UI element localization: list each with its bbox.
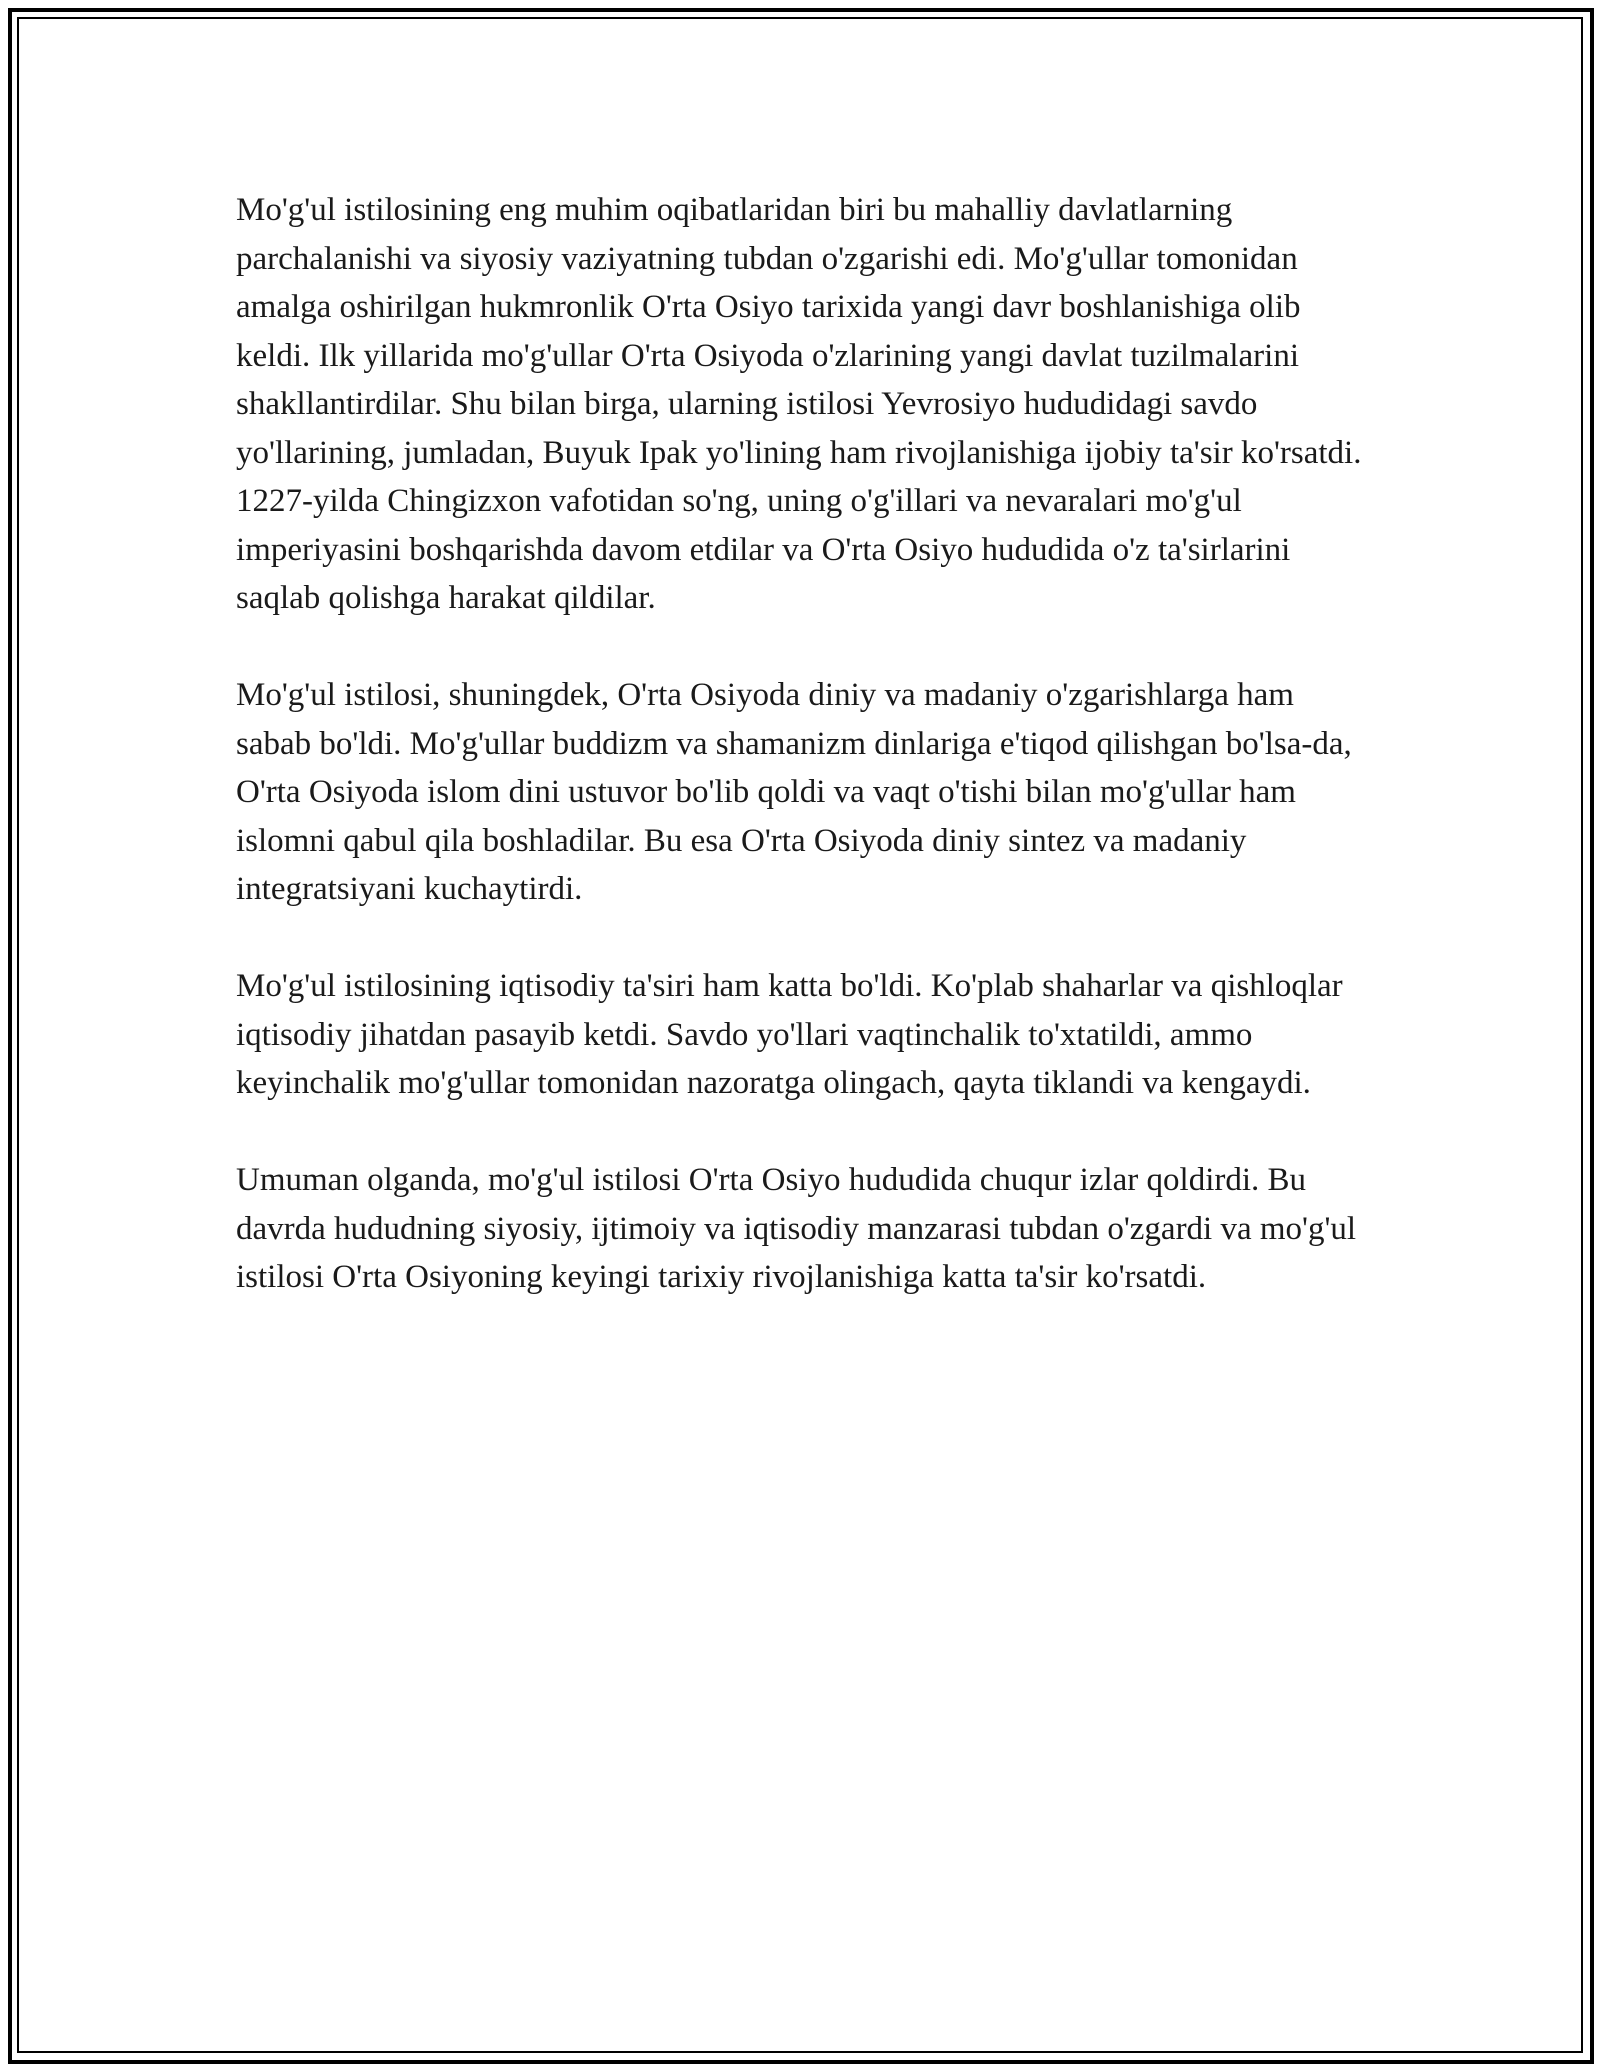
paragraph: Mo'g'ul istilosining iqtisodiy ta'siri ham katta bo'ldi. Ko'plab shaharlar va qishloqlar iqtisodiy jihatdan pasayib ketdi. Savdo yo'llari vaqtinchalik to'xtatildi, ammo keyinchalik mo'g'ullar tomonidan nazoratga olingach, qayta tiklandi va kengaydi.: [236, 968, 1343, 1101]
document-body: [236, 186, 1371, 1350]
paragraph: Umuman olganda, mo'g'ul istilosi O'rta Osiyo hududida chuqur izlar qoldirdi. Bu davrda hududning siyosiy, ijtimoiy va iqtisodiy manzarasi tubdan o'zgardi va mo'g'ul istilosi O'rta Osiyoning keyingi tarixiy rivojlanishiga katta ta'sir ko'rsatdi.: [236, 1162, 1357, 1295]
paragraph: Mo'g'ul istilosining eng muhim oqibatlaridan biri bu mahalliy davlatlarning parchalanishi va siyosiy vaziyatning tubdan o'zgarishi edi. Mo'g'ullar tomonidan amalga oshirilgan hukmronlik O'rta Osiyo tarixida yangi davr boshlanishiga olib keldi. Ilk yillarida mo'g'ullar O'rta Osiyoda o'zlarining yangi davlat tuzilmalarini shakllantirdilar. Shu bilan birga, ularning istilosi Yevrosiyo hududidagi savdo yo'llarining, jumladan, Buyuk Ipak yo'lining ham rivojlanishiga ijobiy ta'sir ko'rsatdi. 1227-yilda Chingizxon vafotidan so'ng, uning o'g'illari va nevaralari mo'g'ul imperiyasini boshqarishda davom etdilar va O'rta Osiyo hududida o'z ta'sirlarini saqlab qolishga harakat qildilar.: [236, 192, 1362, 616]
paragraph: Mo'g'ul istilosi, shuningdek, O'rta Osiyoda diniy va madaniy o'zgarishlarga ham sabab bo'ldi. Mo'g'ullar buddizm va shamanizm dinlariga e'tiqod qilishgan bo'lsa-da, O'rta Osiyoda islom dini ustuvor bo'lib qoldi va vaqt o'tishi bilan mo'g'ullar ham islomni qabul qila boshladilar. Bu esa O'rta Osiyoda diniy sintez va madaniy integratsiyani kuchaytirdi.: [236, 677, 1352, 907]
